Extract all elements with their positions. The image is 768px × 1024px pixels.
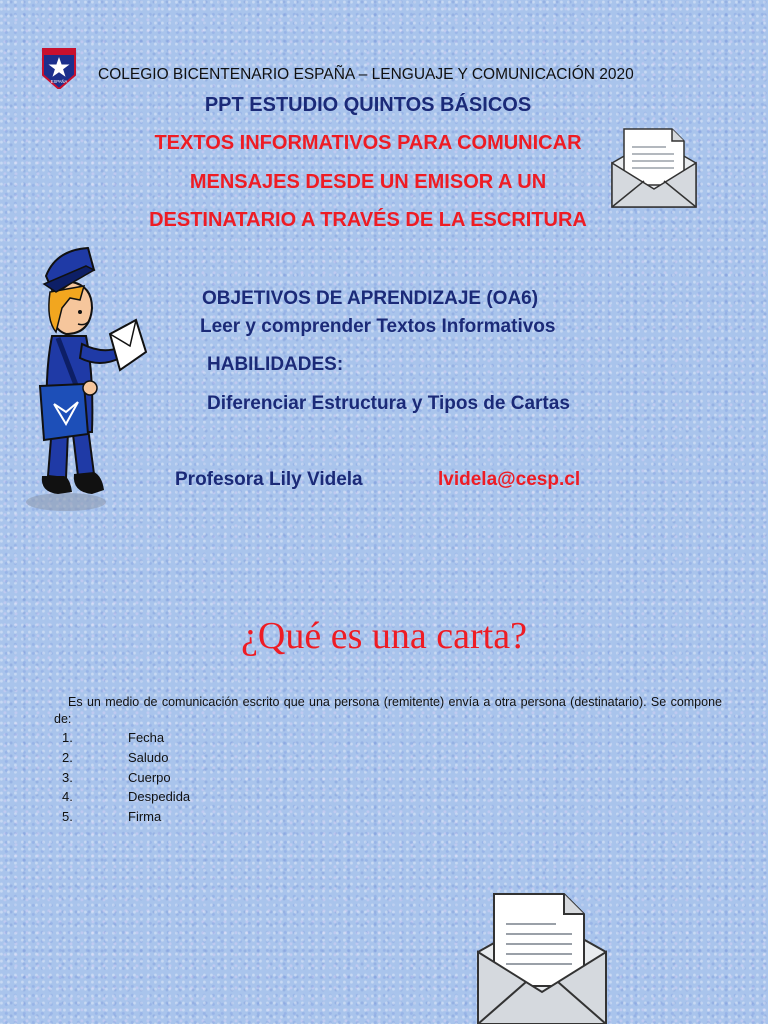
letter-definition: Es un medio de comunicación escrito que una persona (remitente) envía a otra persona (destinatario). Se compone de:	[54, 695, 722, 726]
teacher-email-link[interactable]: lvidela@cesp.cl	[438, 469, 581, 490]
list-item	[62, 750, 190, 770]
list-item-label: Firma	[128, 809, 162, 825]
list-item-number: 4.	[62, 789, 73, 805]
teacher-name: Profesora Lily Videla	[175, 469, 363, 490]
school-header-line: COLEGIO BICENTENARIO ESPAÑA – LENGUAJE Y COMUNICACIÓN 2020	[98, 66, 634, 83]
objectives-title: OBJETIVOS DE APRENDIZAJE (OA6)	[202, 288, 539, 309]
school-crest-icon	[41, 47, 77, 89]
mail-carrier-illustration	[22, 236, 152, 518]
list-item-number: 3.	[62, 769, 73, 785]
objectives-description: Leer y comprender Textos Informativos	[200, 316, 556, 337]
list-item	[62, 789, 190, 809]
list-item-label: Saludo	[128, 749, 169, 765]
skills-description: Diferenciar Estructura y Tipos de Cartas	[207, 393, 570, 414]
skills-title: HABILIDADES:	[207, 354, 344, 375]
logo-text: ESPAÑA	[50, 79, 68, 84]
list-item-number: 5.	[62, 809, 73, 825]
title-line-1: TEXTOS INFORMATIVOS PARA COMUNICAR	[154, 132, 582, 154]
title-line-3: DESTINATARIO A TRAVÉS DE LA ESCRITURA	[149, 209, 587, 231]
letter-parts-list	[62, 730, 190, 829]
list-item	[62, 770, 190, 790]
list-item-label: Despedida	[128, 789, 191, 805]
ppt-title: PPT ESTUDIO QUINTOS BÁSICOS	[204, 94, 532, 116]
title-line-2: MENSAJES DESDE UN EMISOR A UN	[189, 171, 547, 193]
envelope-letter-icon	[476, 890, 608, 1024]
letter-question-heading: ¿Qué es una carta?	[241, 615, 527, 657]
envelope-letter-icon	[610, 125, 698, 211]
list-item	[62, 730, 190, 750]
list-item-label: Fecha	[128, 730, 165, 745]
list-item-label: Cuerpo	[128, 769, 171, 785]
list-item-number: 1.	[62, 730, 73, 745]
list-item-number: 2.	[62, 749, 73, 765]
list-item	[62, 809, 190, 829]
